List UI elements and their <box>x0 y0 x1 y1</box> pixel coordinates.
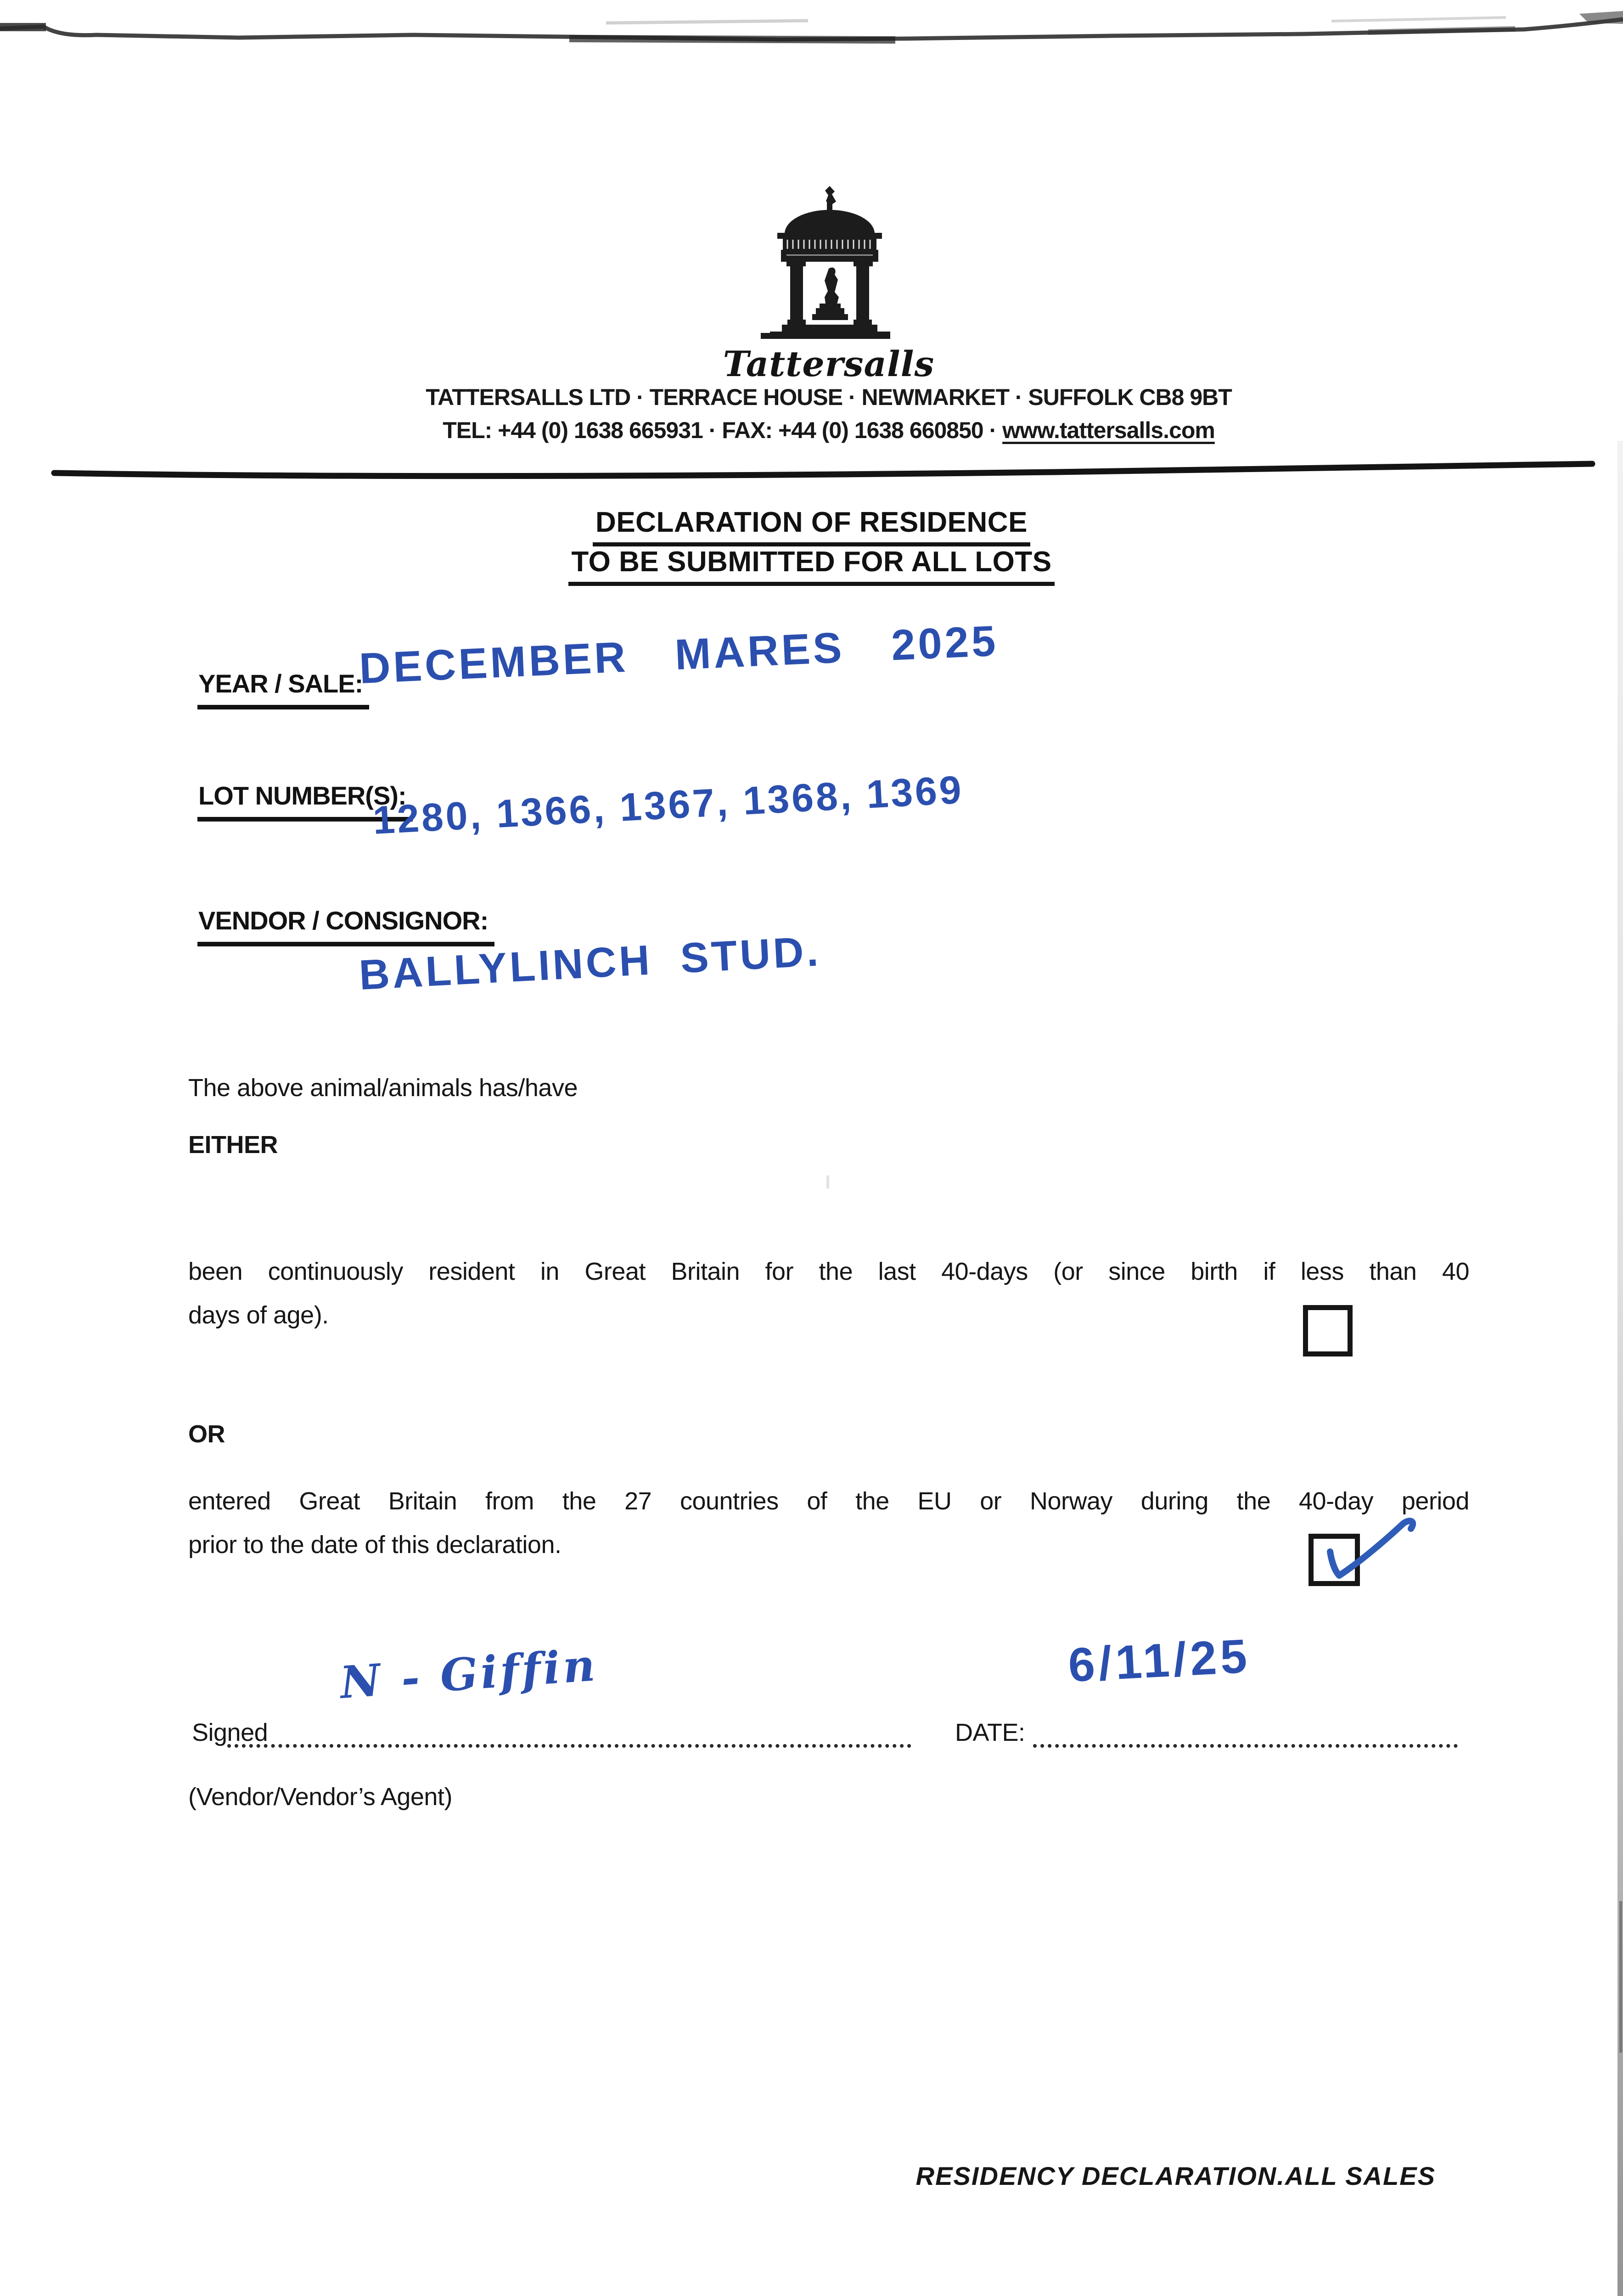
vendor-consignor-field <box>197 906 494 946</box>
resident-40-days-checkbox[interactable] <box>1303 1305 1353 1356</box>
signed-dotted-line <box>227 1705 911 1748</box>
signature-handwritten: N - Giffin <box>338 1639 600 1709</box>
website-link: www.tattersalls.com <box>1002 417 1215 443</box>
header-contact-line <box>18 417 1623 444</box>
option1-line-1: been continuously resident in Great Britain for the last 40-days (or since birth if less than 40 <box>188 1258 1469 1285</box>
brand-wordmark: Tattersalls <box>723 343 935 384</box>
header-address-line: TATTERSALLS LTD · TERRACE HOUSE · NEWMARKET · SUFFOLK CB8 9BT <box>426 384 1232 410</box>
option2-line-2: prior to the date of this declaration. <box>188 1531 562 1559</box>
lot-numbers-label: LOT NUMBER(S): <box>197 781 413 822</box>
vendor-consignor-label: VENDOR / CONSIGNOR: <box>197 906 494 946</box>
entered-from-eu-checkbox[interactable] <box>1309 1534 1360 1586</box>
intro-statement: The above animal/animals has/have <box>188 1074 578 1102</box>
year-sale-field <box>197 669 369 709</box>
header-contact-text: TEL: +44 (0) 1638 665931 · FAX: +44 (0) 1638 660850 · <box>443 417 1003 443</box>
option2-line-1: entered Great Britain from the 27 countries of the EU or Norway during the 40-day period <box>188 1487 1469 1515</box>
vendor-agent-note: (Vendor/Vendor’s Agent) <box>188 1783 452 1811</box>
or-label: OR <box>188 1420 225 1448</box>
footer-doc-reference: RESIDENCY DECLARATION.ALL SALES <box>915 2161 1436 2190</box>
either-label: EITHER <box>188 1131 278 1159</box>
option1-line-2: days of age). <box>188 1301 329 1329</box>
header-rule <box>0 455 1623 487</box>
year-sale-label: YEAR / SALE: <box>197 669 369 709</box>
date-dotted-line <box>1033 1705 1458 1748</box>
date-label: DATE: <box>955 1719 1025 1746</box>
date-handwritten: 6/11/25 <box>1067 1629 1252 1693</box>
scan-speck <box>826 1176 829 1188</box>
scan-artifact-top-edge <box>0 0 1623 60</box>
document-subtitle <box>0 546 1623 586</box>
option2-paragraph <box>188 1480 1469 1567</box>
option1-paragraph <box>188 1250 1469 1337</box>
vendor-handwritten-value: BALLYLINCH STUD. <box>358 928 822 999</box>
tattersalls-rotunda-logo-icon <box>761 186 899 344</box>
blue-tick-icon <box>1300 1499 1428 1598</box>
scan-artifact-right-dark-segment <box>1619 1901 1622 2053</box>
title-line-1: DECLARATION OF RESIDENCE <box>593 506 1030 546</box>
lot-numbers-handwritten-value: 1280, 1366, 1367, 1368, 1369 <box>371 767 965 843</box>
document-title <box>0 506 1623 546</box>
signed-label: Signed <box>192 1719 268 1746</box>
title-line-2: TO BE SUBMITTED FOR ALL LOTS <box>568 546 1054 586</box>
year-sale-handwritten-value: DECEMBER MARES 2025 <box>358 616 1000 693</box>
